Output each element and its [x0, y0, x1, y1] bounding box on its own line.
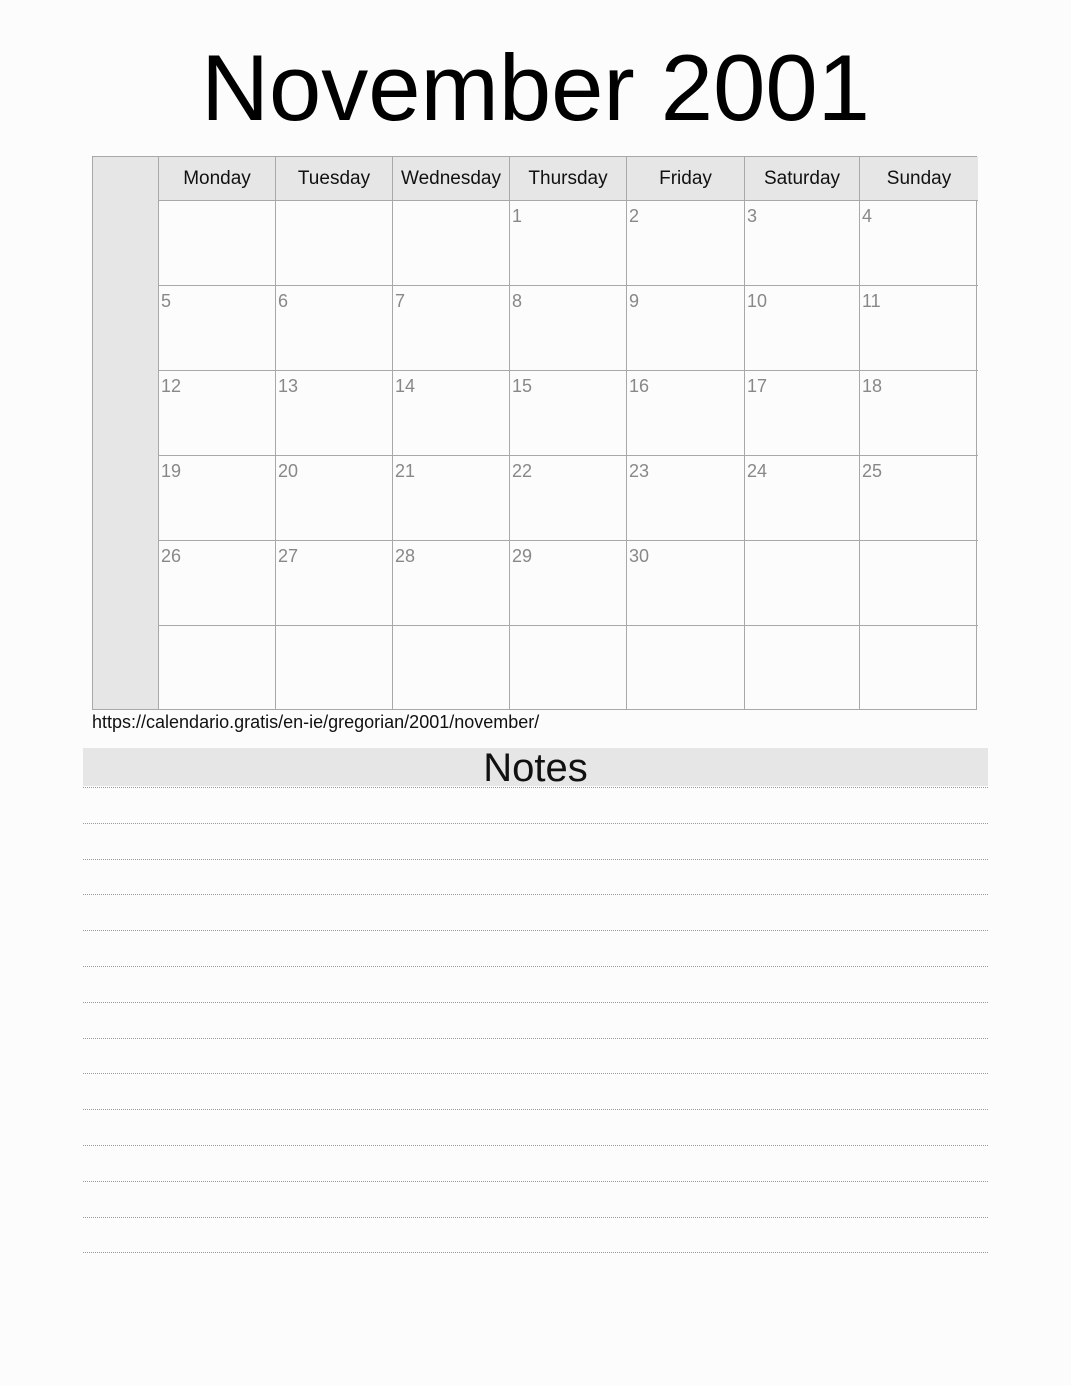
- day-cell[interactable]: [510, 371, 627, 455]
- day-cell[interactable]: [276, 201, 393, 285]
- note-line[interactable]: [83, 1181, 988, 1182]
- note-line[interactable]: [83, 823, 988, 824]
- note-line[interactable]: [83, 894, 988, 895]
- day-cell[interactable]: [745, 456, 860, 540]
- day-cell[interactable]: [159, 456, 276, 540]
- day-number: 22: [512, 461, 533, 481]
- day-number: 14: [395, 376, 416, 396]
- day-number: 2: [629, 206, 640, 226]
- week-row: [159, 286, 978, 371]
- day-number: 7: [395, 291, 406, 311]
- calendar-grid: [92, 156, 977, 710]
- notes-header: [83, 746, 988, 790]
- weekday-header-row: [159, 157, 978, 201]
- day-cell[interactable]: [159, 286, 276, 370]
- day-cell[interactable]: [159, 371, 276, 455]
- day-cell[interactable]: [860, 626, 978, 710]
- day-cell[interactable]: [393, 286, 510, 370]
- day-number: 18: [862, 376, 883, 396]
- day-cell[interactable]: [745, 626, 860, 710]
- day-cell[interactable]: [627, 456, 745, 540]
- week-row: [159, 626, 978, 710]
- day-cell[interactable]: [276, 541, 393, 625]
- day-cell[interactable]: [860, 456, 978, 540]
- day-cell[interactable]: [393, 626, 510, 710]
- day-cell[interactable]: [627, 371, 745, 455]
- day-cell[interactable]: [510, 626, 627, 710]
- day-cell[interactable]: [627, 541, 745, 625]
- day-number: 28: [395, 546, 416, 566]
- day-number: 4: [862, 206, 873, 226]
- day-cell[interactable]: [276, 456, 393, 540]
- day-cell[interactable]: [860, 201, 978, 285]
- day-cell[interactable]: [860, 286, 978, 370]
- day-cell[interactable]: [745, 371, 860, 455]
- day-cell[interactable]: [159, 201, 276, 285]
- day-number: 21: [395, 461, 416, 481]
- day-cell[interactable]: [393, 541, 510, 625]
- day-cell[interactable]: [745, 286, 860, 370]
- day-number: 20: [278, 461, 299, 481]
- weekday-header-wednesday: Wednesday: [393, 157, 510, 200]
- day-number: 10: [747, 291, 768, 311]
- weekday-header-thursday: Thursday: [510, 157, 627, 200]
- day-number: 5: [161, 291, 172, 311]
- day-cell[interactable]: [510, 201, 627, 285]
- day-number: 8: [512, 291, 523, 311]
- source-url[interactable]: https://calendario.gratis/en-ie/gregorian/2001/november/: [92, 712, 540, 732]
- day-cell[interactable]: [159, 541, 276, 625]
- week-row: [159, 456, 978, 541]
- day-cell[interactable]: [393, 201, 510, 285]
- weekday-header-saturday: Saturday: [745, 157, 860, 200]
- day-number: 6: [278, 291, 289, 311]
- note-line[interactable]: [83, 1073, 988, 1074]
- day-number: 16: [629, 376, 650, 396]
- day-cell[interactable]: [276, 626, 393, 710]
- day-cell[interactable]: [276, 286, 393, 370]
- week-row: [159, 201, 978, 286]
- week-number-column: [93, 157, 159, 709]
- day-number: 15: [512, 376, 533, 396]
- day-cell[interactable]: [627, 286, 745, 370]
- note-line[interactable]: [83, 1252, 988, 1253]
- day-cell[interactable]: [510, 286, 627, 370]
- weekday-header-sunday: Sunday: [886, 168, 952, 189]
- weekday-header-tuesday: Tuesday: [276, 157, 393, 200]
- note-line[interactable]: [83, 1038, 988, 1039]
- notes-title: Notes: [483, 746, 588, 790]
- note-line[interactable]: [83, 966, 988, 967]
- day-number: 17: [747, 376, 768, 396]
- day-cell[interactable]: [276, 371, 393, 455]
- day-cell[interactable]: [510, 541, 627, 625]
- day-number: 27: [278, 546, 299, 566]
- day-cell[interactable]: [393, 456, 510, 540]
- note-line[interactable]: [83, 930, 988, 931]
- day-number: 11: [862, 291, 881, 311]
- day-number: 29: [512, 546, 533, 566]
- day-number: 9: [629, 291, 640, 311]
- day-number: 12: [161, 376, 182, 396]
- day-number: 19: [161, 461, 182, 481]
- day-number: 25: [862, 461, 883, 481]
- day-number: 13: [278, 376, 299, 396]
- day-cell[interactable]: [393, 371, 510, 455]
- day-cell[interactable]: [745, 201, 860, 285]
- day-cell[interactable]: [745, 541, 860, 625]
- note-line[interactable]: [83, 1217, 988, 1218]
- note-line[interactable]: [83, 1109, 988, 1110]
- day-cell[interactable]: [510, 456, 627, 540]
- day-number: 30: [629, 546, 650, 566]
- day-number: 24: [747, 461, 768, 481]
- week-row: [159, 541, 978, 626]
- note-line[interactable]: [83, 787, 988, 788]
- day-cell[interactable]: [860, 541, 978, 625]
- day-number: 26: [161, 546, 182, 566]
- day-number: 23: [629, 461, 650, 481]
- calendar-title: November 2001: [201, 35, 870, 140]
- note-line[interactable]: [83, 1002, 988, 1003]
- day-number: 1: [512, 206, 523, 226]
- week-row: [159, 371, 978, 456]
- day-cell[interactable]: [627, 201, 745, 285]
- day-cell[interactable]: [159, 626, 276, 710]
- note-line[interactable]: [83, 859, 988, 860]
- day-cell[interactable]: [627, 626, 745, 710]
- weekday-header-friday: Friday: [627, 157, 745, 200]
- calendar-days: [159, 201, 978, 710]
- day-cell[interactable]: [860, 371, 978, 455]
- note-line[interactable]: [83, 1145, 988, 1146]
- day-number: 3: [747, 206, 758, 226]
- weekday-header-monday: Monday: [159, 157, 276, 200]
